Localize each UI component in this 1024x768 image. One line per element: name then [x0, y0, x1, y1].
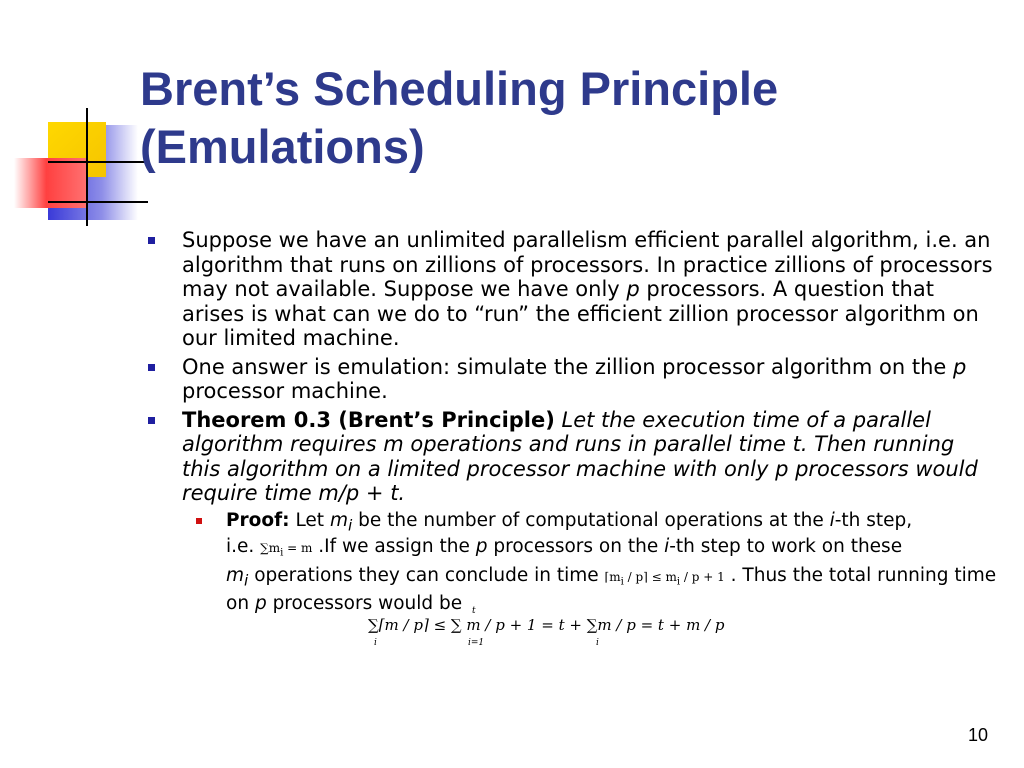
bullet-item-3: [148, 408, 998, 506]
formula-sub-i: i: [374, 638, 377, 648]
subscript-i: i: [676, 575, 681, 587]
variable-t: t.: [390, 481, 406, 505]
variable-p: p: [254, 592, 267, 614]
page-number: 10: [968, 725, 989, 745]
subscript-i: i: [244, 571, 249, 590]
proof-sub-item: [196, 510, 998, 615]
sum-equation: [260, 541, 313, 559]
ceiling-inequality: [604, 569, 725, 587]
proof-text: . Thus the total running time on: [226, 564, 997, 614]
variable-p: p: [626, 277, 640, 301]
proof-text: operations they can conclude in time: [248, 564, 605, 586]
bullet-square-icon: [148, 417, 155, 424]
proof-text: -th step,: [834, 509, 913, 531]
proof-text: processors on the: [487, 536, 665, 558]
ceiling-mid: / p⌉ ≤ m: [623, 569, 677, 584]
bullet-1-text-end: processors. A question that arises is what can we do to “run” the efficient zillion processor algorithm on our limited machine.: [182, 277, 979, 350]
bullet-square-icon: [148, 237, 155, 244]
variable-m: m: [226, 564, 245, 586]
theorem-label: Theorem 0.3 (Brent’s Principle): [182, 407, 555, 432]
ceiling-head: ⌈m: [604, 569, 621, 584]
title-line-2: (Emulations): [140, 120, 425, 173]
formula-sup-t: t: [472, 606, 476, 616]
bullet-2-text-end: processor machine.: [182, 379, 388, 403]
formula-sub-i-2: i: [596, 638, 599, 648]
variable-i: i: [829, 509, 835, 531]
bullet-square-icon: [148, 364, 155, 371]
total-time-formula: [368, 606, 725, 648]
formula-text: ∑⌈m / p⌉ ≤ ∑ m / p + 1 = t + ∑m / p = t + m / p: [368, 616, 725, 634]
proof-label: Proof:: [226, 509, 290, 531]
subscript-i: i: [280, 547, 284, 559]
formula-sub-i-eq-1: i=1: [468, 638, 485, 648]
plus-sign: +: [359, 481, 391, 505]
decorative-squares-graphic: [0, 0, 150, 240]
variable-p: p: [475, 536, 488, 558]
proof-text: i.e.: [226, 536, 261, 558]
proof-text: be the number of computational operations at the: [352, 509, 830, 531]
variable-p: p: [953, 354, 967, 379]
sum-equation-head: ∑m: [260, 541, 281, 556]
bullet-1-text: Suppose we have an unlimited parallelism efficient parallel algorithm, i.e. an algorithm that runs on zillions of processors. In practice zillions of processors may not available. Suppose we have only: [182, 228, 993, 301]
sub-bullet-square-icon: [196, 518, 202, 524]
bullet-2-text: One answer is emulation: simulate the zillion processor algorithm on the: [182, 354, 954, 379]
proof-text: Let: [289, 509, 330, 531]
proof-text: .If we assign the: [312, 536, 476, 558]
variable-i: i: [664, 536, 670, 558]
bullet-item-1: [148, 228, 998, 351]
variable-m: m: [329, 509, 348, 531]
theorem-statement: Let the execution time of a parallel algorithm requires m operations and runs in parallel time t. Then running this algorithm on a limited processor machine with only p processors would require time m/p: [182, 407, 978, 505]
title-line-1: Brent’s Scheduling Principle: [140, 62, 779, 115]
slide-body: [148, 228, 998, 615]
ceiling-tail: / p + 1: [680, 569, 725, 584]
slide-title: [140, 60, 1000, 176]
bullet-item-2: [148, 355, 998, 404]
subscript-i: i: [347, 516, 353, 535]
sum-equation-tail: = m: [283, 541, 313, 556]
subscript-i: i: [620, 575, 624, 587]
proof-text: -th step to work on these: [669, 536, 903, 558]
proof-text: processors would be: [266, 592, 463, 614]
